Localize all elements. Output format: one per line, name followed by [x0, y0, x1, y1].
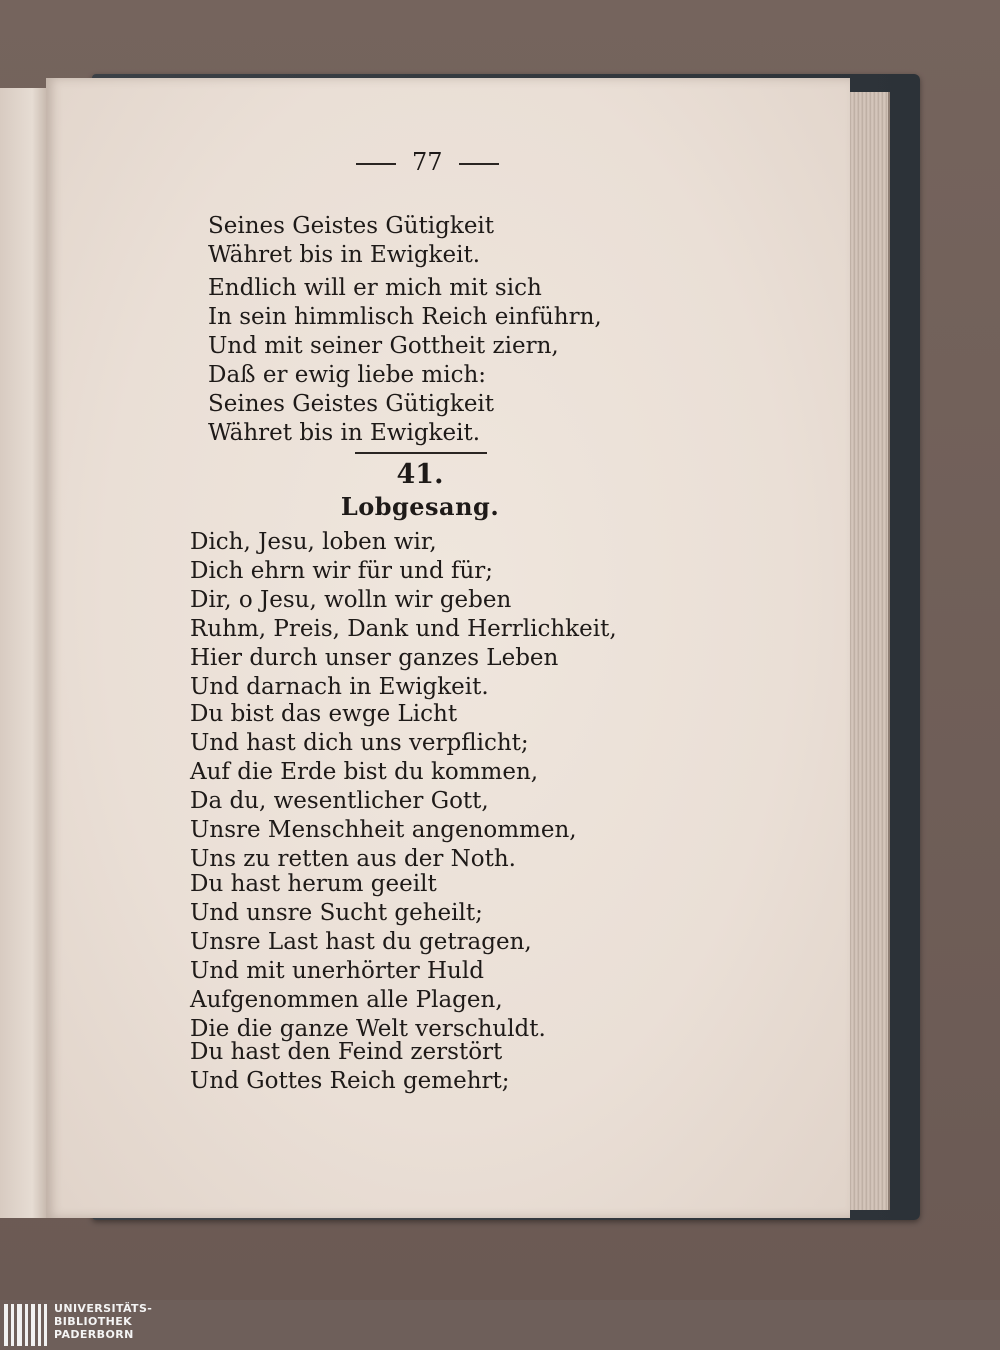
text-line: Unsre Last hast du getragen,: [190, 929, 532, 955]
closing-stanza: [208, 274, 602, 448]
hymn-title: Lobgesang.: [340, 492, 500, 521]
text-line: In sein himmlisch Reich einführn,: [208, 304, 602, 330]
text-line: Seines Geistes Gütigkeit: [208, 391, 495, 417]
text-line: Auf die Erde bist du kommen,: [190, 759, 539, 785]
stanza-4: [190, 1038, 510, 1096]
text-line: Du hast den Feind zerstört: [190, 1039, 503, 1065]
text-line: Dir, o Jesu, wolln wir geben: [190, 587, 512, 613]
logo-line-1: UNIVERSITÄTS-: [54, 1302, 153, 1315]
text-line: Und Gottes Reich gemehrt;: [190, 1068, 510, 1094]
text-line: Dich, Jesu, loben wir,: [190, 529, 437, 555]
left-page-edge: [0, 88, 46, 1218]
page-number: [340, 148, 510, 177]
text-line: Aufgenommen alle Plagen,: [190, 987, 503, 1013]
text-line: Und unsre Sucht geheilt;: [190, 900, 483, 926]
stanza-3: [190, 870, 546, 1044]
stanza-1: [190, 528, 617, 702]
page-number-value: 77: [412, 148, 443, 176]
text-line: Daß er ewig liebe mich:: [208, 362, 487, 388]
text-line: Und mit seiner Gottheit ziern,: [208, 333, 559, 359]
text-line: Und mit unerhörter Huld: [190, 958, 484, 984]
text-line: Ruhm, Preis, Dank und Herrlichkeit,: [190, 616, 617, 642]
text-line: Endlich will er mich mit sich: [208, 275, 542, 301]
stanza-2: [190, 700, 577, 874]
logo-line-3: PADERBORN: [54, 1328, 134, 1341]
hymn-number: 41.: [396, 459, 444, 490]
text-line: Unsre Menschheit angenommen,: [190, 817, 577, 843]
section-divider: [355, 452, 487, 454]
page-edges: [846, 92, 890, 1210]
text-line: Da du, wesentlicher Gott,: [190, 788, 489, 814]
text-line: Du hast herum geeilt: [190, 871, 437, 897]
text-line: Währet bis in Ewigkeit.: [208, 242, 481, 268]
text-line: Dich ehrn wir für und für;: [190, 558, 494, 584]
text-line: Hier durch unser ganzes Leben: [190, 645, 559, 671]
logo-line-2: BIBLIOTHEK: [54, 1315, 133, 1328]
text-line: Seines Geistes Gütigkeit: [208, 213, 495, 239]
library-logo-icon: [4, 1304, 48, 1346]
text-line: Und hast dich uns verpflicht;: [190, 730, 529, 756]
dash-left: [356, 163, 396, 165]
dash-right: [459, 163, 499, 165]
library-logo-text: [54, 1302, 152, 1341]
text-line: Währet bis in Ewigkeit.: [208, 420, 481, 446]
closing-lines-block1: [208, 212, 494, 270]
text-line: Du bist das ewge Licht: [190, 701, 458, 727]
text-line: Und darnach in Ewigkeit.: [190, 674, 489, 700]
text-line: Die die ganze Welt verschuldt.: [190, 1016, 546, 1042]
text-line: Uns zu retten aus der Noth.: [190, 846, 516, 872]
